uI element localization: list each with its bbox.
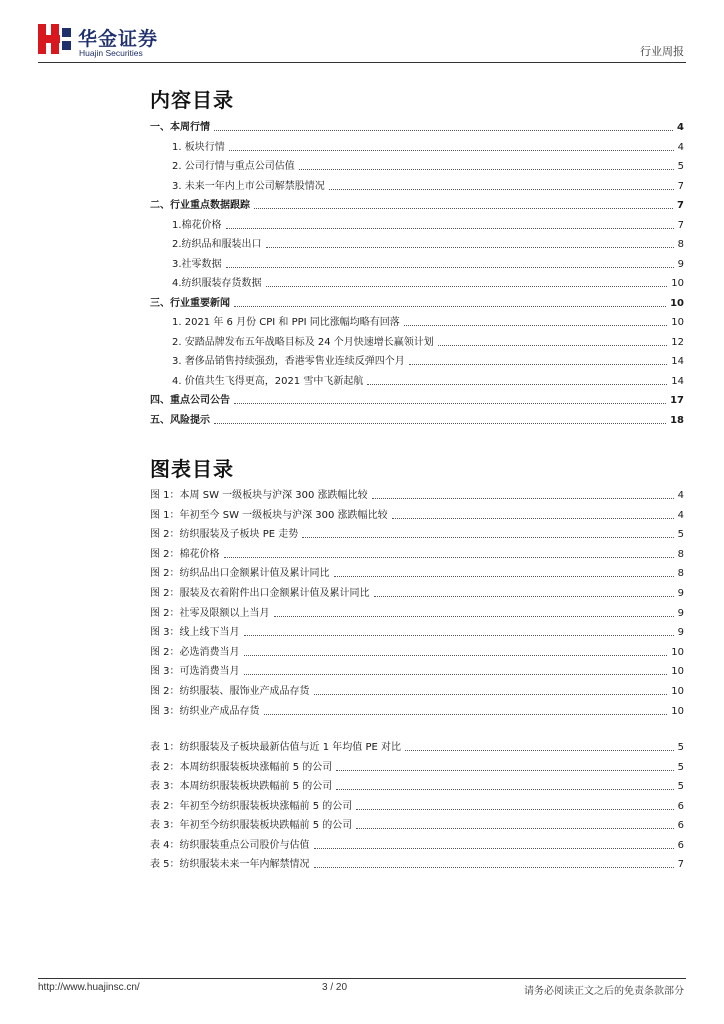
dot-leader [254, 207, 673, 209]
entry-page-number: 12 [671, 336, 684, 348]
entry-label: 表 4：纺织服装重点公司股价与估值 [150, 839, 310, 851]
entry-page-number: 7 [677, 219, 684, 231]
fig-entry[interactable] [150, 506, 684, 522]
entry-page-number: 10 [671, 705, 684, 717]
entry-page-number: 9 [677, 627, 684, 639]
dot-leader [314, 866, 674, 868]
dot-leader [244, 634, 674, 636]
fig-entry[interactable] [150, 682, 684, 698]
entry-label: 表 1：纺织服装及子板块最新估值与近 1 年均值 PE 对比 [150, 742, 401, 753]
dot-leader [264, 713, 668, 715]
entry-page-number: 5 [677, 529, 684, 541]
dot-leader [438, 344, 667, 346]
dot-leader [214, 422, 666, 424]
logo-chinese-text: 华金证券 [78, 28, 159, 50]
dot-leader [405, 749, 674, 751]
toc-entry[interactable] [172, 177, 684, 193]
tab-entry[interactable] [150, 816, 684, 832]
entry-page-number: 10 [671, 686, 684, 697]
fig-entry[interactable] [150, 662, 684, 678]
entry-page-number: 6 [677, 839, 684, 851]
dot-leader [336, 788, 673, 790]
dot-leader [356, 827, 673, 829]
entry-label: 1. 2021 年 6 月份 CPI 和 PPI 同比涨幅均略有回落 [172, 317, 400, 328]
entry-page-number: 7 [677, 180, 684, 192]
entry-label: 一、本周行情 [150, 122, 210, 133]
dot-leader [404, 324, 668, 326]
header-divider [38, 62, 686, 63]
fig-entry[interactable] [150, 623, 684, 639]
dot-leader [266, 285, 668, 287]
fig-entry[interactable] [150, 584, 684, 600]
entry-label: 4. 价值共生飞得更高，2021 雪中飞新起航 [172, 375, 364, 387]
entry-page-number: 9 [677, 258, 684, 270]
toc-entry[interactable] [172, 352, 684, 368]
dot-leader [329, 188, 674, 190]
entry-label: 表 3：本周纺织服装板块跌幅前 5 的公司 [150, 781, 333, 792]
toc-entry[interactable] [150, 391, 684, 407]
entry-label: 图 1：本周 SW 一级板块与沪深 300 涨跌幅比较 [150, 490, 368, 501]
entry-label: 2. 公司行情与重点公司估值 [172, 161, 295, 172]
dot-leader [314, 693, 668, 695]
entry-label: 图 1：年初至今 SW 一级板块与沪深 300 涨跌幅比较 [150, 509, 388, 521]
dot-leader [214, 129, 673, 131]
footer-divider [38, 978, 686, 979]
entry-page-number: 4 [677, 509, 684, 521]
entry-label: 3. 未来一年内上市公司解禁股情况 [172, 180, 325, 192]
dot-leader [244, 654, 668, 656]
entry-label: 图 3：线上线下当月 [150, 627, 240, 639]
toc-title: 内容目录 [150, 88, 234, 112]
toc-entry[interactable] [172, 255, 684, 271]
dot-leader [302, 536, 673, 538]
entry-label: 图 3：可选消费当月 [150, 666, 240, 678]
dot-leader [234, 402, 666, 404]
toc-entry[interactable] [172, 274, 684, 290]
fig-entry[interactable] [150, 525, 684, 541]
entry-label: 图 2：纺织服装、服饰业产成品存货 [150, 686, 310, 697]
toc-entry[interactable] [172, 313, 684, 329]
page-header [0, 0, 724, 64]
entry-page-number: 7 [677, 859, 684, 870]
toc-entry[interactable] [172, 333, 684, 349]
report-type: 行业周报 [640, 45, 684, 58]
fig-entry[interactable] [150, 702, 684, 718]
huajin-logo-icon [38, 24, 72, 54]
entry-page-number: 7 [677, 200, 684, 211]
entry-page-number: 14 [671, 356, 684, 367]
entry-label: 五、风险提示 [150, 414, 210, 426]
toc-entry[interactable] [150, 118, 684, 134]
entry-page-number: 5 [677, 781, 684, 792]
dot-leader [367, 383, 667, 385]
fig-entry[interactable] [150, 564, 684, 580]
entry-label: 四、重点公司公告 [150, 395, 230, 406]
dot-leader [374, 595, 674, 597]
dot-leader [226, 266, 674, 268]
logo-english-text: Huajin Securities [79, 48, 143, 58]
entry-page-number: 5 [677, 761, 684, 773]
toc-entry[interactable] [150, 196, 684, 212]
dot-leader [314, 847, 674, 849]
toc-entry[interactable] [172, 216, 684, 232]
dot-leader [274, 615, 674, 617]
dot-leader [336, 769, 673, 771]
footer-url[interactable]: http://www.huajinsc.cn/ [38, 982, 140, 993]
dot-leader [299, 168, 674, 170]
entry-label: 二、行业重点数据跟踪 [150, 200, 250, 211]
entry-page-number: 10 [671, 317, 684, 328]
entry-page-number: 6 [677, 800, 684, 812]
entry-label: 3.社零数据 [172, 258, 222, 270]
entry-label: 2.纺织品和服装出口 [172, 239, 262, 250]
entry-page-number: 8 [677, 568, 684, 580]
dot-leader [224, 556, 674, 558]
toc-entry[interactable] [172, 235, 684, 251]
entry-label: 三、行业重要新闻 [150, 297, 230, 309]
footer-disclaimer: 请务必阅读正文之后的免责条款部分 [524, 986, 684, 997]
dot-leader [226, 227, 674, 229]
dot-leader [266, 246, 674, 248]
dot-leader [372, 497, 674, 499]
entry-page-number: 9 [677, 607, 684, 619]
toc-entry[interactable] [150, 411, 684, 427]
entry-page-number: 9 [677, 588, 684, 599]
toc-entry[interactable] [172, 372, 684, 388]
company-logo [38, 24, 168, 58]
fig-entry[interactable] [150, 643, 684, 659]
entry-page-number: 4 [677, 141, 684, 153]
entry-label: 图 2：纺织品出口金额累计值及累计同比 [150, 568, 330, 580]
dot-leader [229, 149, 674, 151]
entry-label: 表 2：本周纺织服装板块涨幅前 5 的公司 [150, 761, 333, 773]
entry-label: 3. 奢侈品销售持续强劲，香港零售业连续反弹四个月 [172, 356, 405, 367]
entry-label: 图 2：棉花价格 [150, 548, 220, 560]
entry-label: 1. 板块行情 [172, 141, 225, 153]
entry-label: 表 3：年初至今纺织服装板块跌幅前 5 的公司 [150, 820, 353, 831]
entry-label: 图 2：必选消费当月 [150, 646, 240, 658]
entry-label: 2. 安踏品牌发布五年战略目标及 24 个月快速增长赢领计划 [172, 336, 434, 348]
entry-page-number: 14 [671, 375, 684, 387]
figures-title: 图表目录 [150, 457, 234, 481]
entry-page-number: 4 [677, 490, 684, 501]
toc-entry[interactable] [172, 138, 684, 154]
entry-label: 图 3：纺织业产成品存货 [150, 705, 260, 717]
entry-label: 图 2：社零及限额以上当月 [150, 607, 270, 619]
toc-entry[interactable] [172, 157, 684, 173]
entry-page-number: 18 [670, 414, 684, 426]
tab-entry[interactable] [150, 777, 684, 793]
fig-entry[interactable] [150, 545, 684, 561]
dot-leader [234, 305, 666, 307]
entry-label: 1.棉花价格 [172, 219, 222, 231]
entry-page-number: 8 [677, 239, 684, 250]
page-number: 3 / 20 [322, 982, 348, 993]
dot-leader [244, 673, 668, 675]
dot-leader [334, 575, 674, 577]
entry-page-number: 6 [677, 820, 684, 831]
entry-page-number: 10 [671, 646, 684, 658]
entry-label: 图 2：纺织服装及子板块 PE 走势 [150, 529, 299, 541]
entry-label: 表 5：纺织服装未来一年内解禁情况 [150, 859, 310, 870]
toc-entry[interactable] [150, 294, 684, 310]
entry-page-number: 17 [670, 395, 684, 406]
tab-entry[interactable] [150, 758, 684, 774]
entry-label: 表 2：年初至今纺织服装板块涨幅前 5 的公司 [150, 800, 353, 812]
tab-entry[interactable] [150, 855, 684, 871]
entry-label: 图 2：服装及衣着附件出口金额累计值及累计同比 [150, 588, 370, 599]
entry-page-number: 10 [671, 666, 684, 678]
entry-label: 4.纺织服装存货数据 [172, 278, 262, 289]
tab-entry[interactable] [150, 738, 684, 754]
dot-leader [356, 808, 673, 810]
tab-entry[interactable] [150, 797, 684, 813]
entry-page-number: 5 [677, 742, 684, 753]
entry-page-number: 8 [677, 548, 684, 560]
tab-entry[interactable] [150, 836, 684, 852]
dot-leader [409, 363, 668, 365]
fig-entry[interactable] [150, 486, 684, 502]
entry-page-number: 5 [677, 161, 684, 172]
entry-page-number: 4 [677, 122, 684, 133]
entry-page-number: 10 [671, 278, 684, 289]
dot-leader [392, 517, 674, 519]
entry-page-number: 10 [670, 297, 684, 309]
fig-entry[interactable] [150, 604, 684, 620]
